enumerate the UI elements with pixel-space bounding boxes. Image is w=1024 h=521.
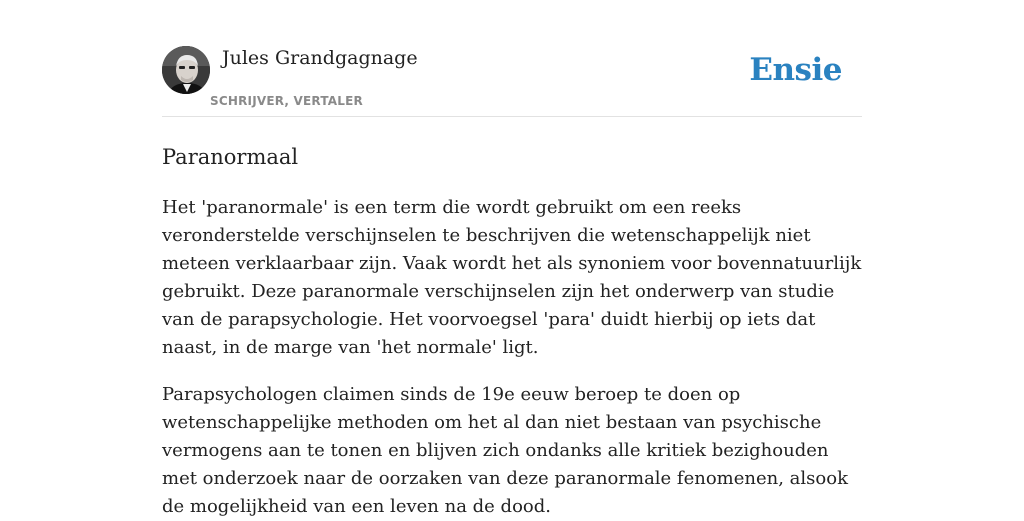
article-title: Paranormaal	[162, 145, 299, 169]
article-paragraph: Parapsychologen claimen sinds de 19e eeuw beroep te doen op wetenschappelijke methoden om het al dan niet bestaan van psychische vermogens aan te tonen en blijven zich ondanks alle kritiek bezighouden met onderzoek naar de oorzaken van deze paranormale fenomenen, alsook de mogelijkheid van een leven na de dood.	[162, 384, 848, 517]
ensie-logo[interactable]: Ensie	[749, 52, 842, 88]
author-portrait-icon	[162, 46, 210, 94]
author-role: SCHRIJVER, VERTALER	[210, 94, 363, 108]
author-header	[162, 46, 862, 117]
article-card	[162, 46, 862, 521]
article-paragraph: Het 'paranormale' is een term die wordt gebruikt om een reeks veronderstelde verschijnselen te beschrijven die wetenschappelijk niet meteen verklaarbaar zijn. Vaak wordt het als synoniem voor bovennatuurlijk gebruikt. Deze paranormale verschijnselen zijn het onderwerp van studie van de parapsychologie. Het voorvoegsel 'para' duidt hierbij op iets dat naast, in de marge van 'het normale' ligt.	[162, 197, 862, 358]
author-avatar[interactable]	[162, 46, 210, 94]
author-name[interactable]: Jules Grandgagnage	[222, 47, 418, 69]
